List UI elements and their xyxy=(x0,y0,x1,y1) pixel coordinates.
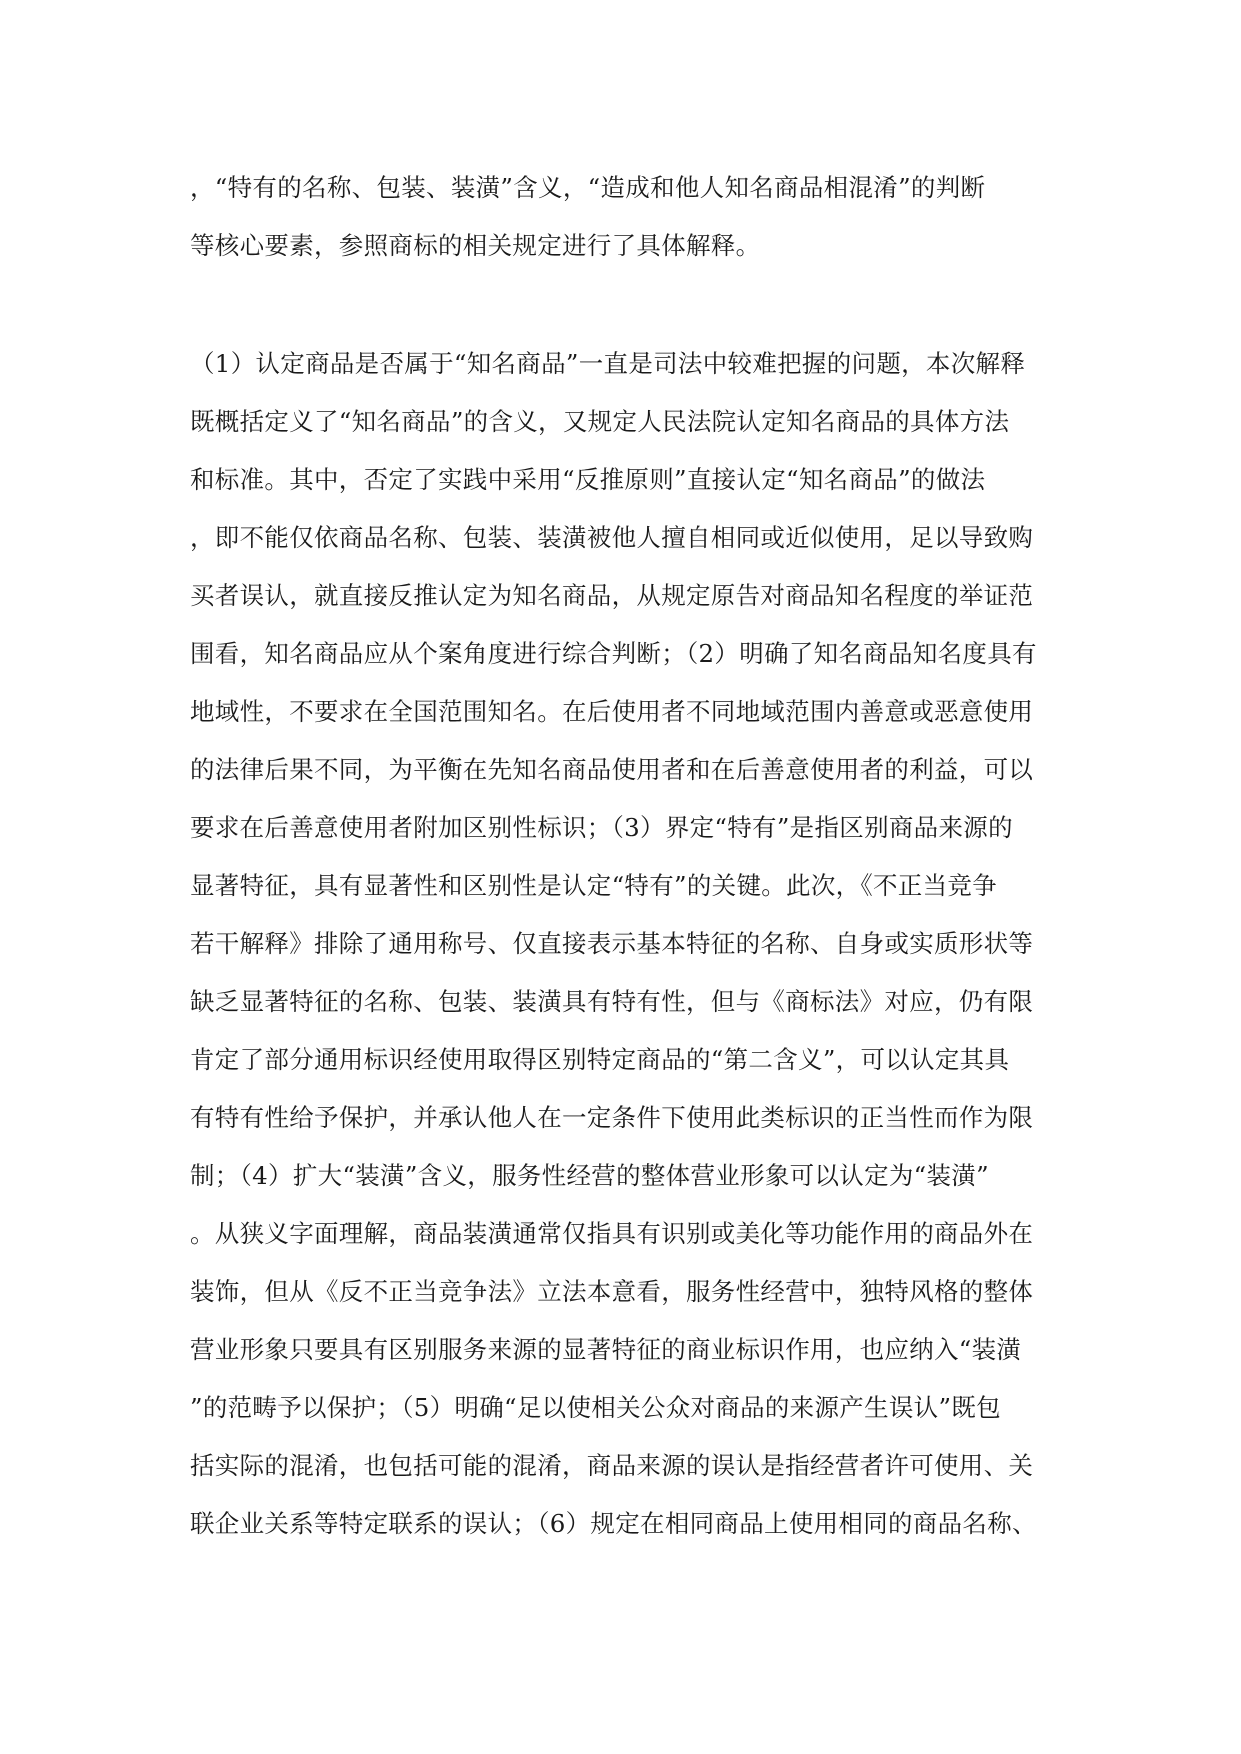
text-line: ，即不能仅依商品名称、包装、装潢被他人擅自相同或近似使用，足以导致购 xyxy=(190,523,1034,552)
text-line: 制；（4）扩大“装潢”含义，服务性经营的整体营业形象可以认定为“装潢” xyxy=(190,1161,989,1190)
text-line: 等核心要素，参照商标的相关规定进行了具体解释。 xyxy=(190,231,761,260)
text-line: 肯定了部分通用标识经使用取得区别特定商品的“第二含义”，可以认定其具 xyxy=(190,1045,1010,1074)
text-line: 装饰，但从《反不正当竞争法》立法本意看，服务性经营中，独特风格的整体 xyxy=(190,1277,1034,1306)
text-line: 缺乏显著特征的名称、包装、装潢具有特有性，但与《商标法》对应，仍有限 xyxy=(190,987,1034,1016)
paragraph-intro-continuation xyxy=(190,159,1070,275)
text-line: ，“特有的名称、包装、装潢”含义，“造成和他人知名商品相混淆”的判断 xyxy=(190,173,986,202)
text-line: 既概括定义了“知名商品”的含义，又规定人民法院认定知名商品的具体方法 xyxy=(190,407,1010,436)
text-line: 营业形象只要具有区别服务来源的显著特征的商业标识作用，也应纳入“装潢 xyxy=(190,1335,1022,1364)
text-line: 围看，知名商品应从个案角度进行综合判断；（2）明确了知名商品知名度具有 xyxy=(190,639,1037,668)
text-line: （1）认定商品是否属于“知名商品”一直是司法中较难把握的问题，本次解释 xyxy=(190,349,1026,378)
text-line: 买者误认，就直接反推认定为知名商品，从规定原告对商品知名程度的举证范 xyxy=(190,581,1034,610)
text-line: 括实际的混淆，也包括可能的混淆，商品来源的误认是指经营者许可使用、关 xyxy=(190,1451,1034,1480)
text-line: 的法律后果不同，为平衡在先知名商品使用者和在后善意使用者的利益，可以 xyxy=(190,755,1034,784)
text-line: 若干解释》排除了通用称号、仅直接表示基本特征的名称、自身或实质形状等 xyxy=(190,929,1034,958)
text-line: 显著特征，具有显著性和区别性是认定“特有”的关键。此次，《不正当竞争 xyxy=(190,871,997,900)
paragraph-interpretation-points xyxy=(190,335,1070,1553)
text-line: 要求在后善意使用者附加区别性标识；（3）界定“特有”是指区别商品来源的 xyxy=(190,813,1013,842)
text-line: 联企业关系等特定联系的误认；（6）规定在相同商品上使用相同的商品名称、 xyxy=(190,1509,1037,1538)
text-line: 有特有性给予保护，并承认他人在一定条件下使用此类标识的正当性而作为限 xyxy=(190,1103,1034,1132)
text-line: 。从狭义字面理解，商品装潢通常仅指具有识别或美化等功能作用的商品外在 xyxy=(190,1219,1034,1248)
text-line: 地域性，不要求在全国范围知名。在后使用者不同地域范围内善意或恶意使用 xyxy=(190,697,1034,726)
text-line: ”的范畴予以保护；（5）明确“足以使相关公众对商品的来源产生误认”既包 xyxy=(190,1393,1001,1422)
text-line: 和标准。其中，否定了实践中采用“反推原则”直接认定“知名商品”的做法 xyxy=(190,465,986,494)
